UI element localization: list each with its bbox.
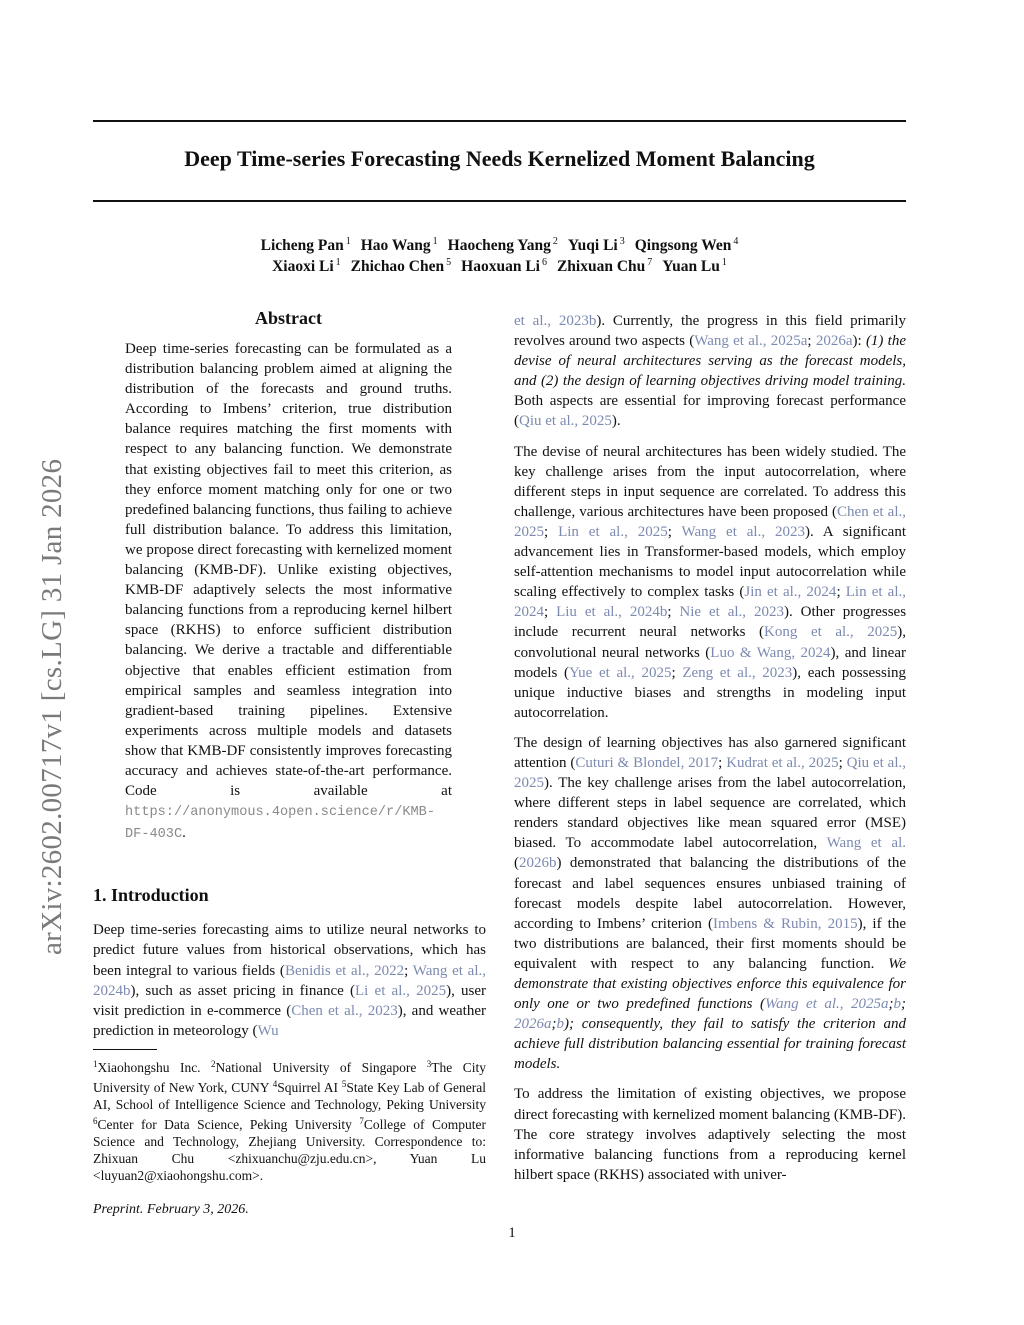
text-run xyxy=(667,604,679,620)
author xyxy=(557,258,652,275)
citation-link[interactable]: Wang et al., 2024b xyxy=(93,962,486,999)
page-number: 1 xyxy=(508,1225,516,1241)
citation-link[interactable] xyxy=(827,835,906,851)
author xyxy=(351,258,451,275)
abstract-text xyxy=(125,339,452,845)
author-name: Yuqi Li xyxy=(567,237,618,254)
authors-line-2 xyxy=(93,257,906,276)
abstract-end: . xyxy=(182,825,186,842)
run-text: We demonstrate that existing objectives enforce this equivalence for only one or two predefined functions ( xyxy=(514,955,906,1013)
affiliation-number: 4 xyxy=(272,1078,278,1089)
author-name: Haocheng Yang xyxy=(447,237,551,254)
affiliation-number: 7 xyxy=(359,1115,364,1126)
run-text: ), and linear models ( xyxy=(514,644,906,681)
author-affiliation-mark: 5 xyxy=(446,257,452,268)
title-rule-top xyxy=(93,120,906,122)
author-affiliation-mark: 1 xyxy=(721,257,727,268)
text-run xyxy=(718,755,726,771)
citation-link[interactable] xyxy=(557,1016,565,1032)
affiliation-text: Xiaohongshu Inc. xyxy=(97,1059,212,1075)
author-affiliation-mark: 1 xyxy=(335,257,341,268)
run-text: Both aspects are essential for improving forecast performance ( xyxy=(514,393,906,430)
run-text: To address the limitation of existing objectives, we propose direct forecasting with kernelized moment balancing (KMB-DF). The core strategy involves adaptively selecting the most informative balancing functions from a reproducing kernel hilbert space (RKHS) associated with univer- xyxy=(514,1086,906,1183)
citation-text[interactable]: Imbens & Rubin, 2015 xyxy=(713,915,858,932)
citation-text[interactable]: Cuturi & Blondel, 2017 xyxy=(575,754,719,771)
run-text: ), each possessing unique inductive biases and strengths in modeling input autocorrelation. xyxy=(514,664,906,721)
citation-link[interactable] xyxy=(569,665,671,681)
author-name: Yuan Lu xyxy=(662,258,720,275)
author-name: Licheng Pan xyxy=(260,237,344,254)
section-heading-introduction: 1. Introduction xyxy=(93,885,209,906)
run-text: ). Other progresses include recurrent neural networks ( xyxy=(514,604,907,641)
text-run xyxy=(612,413,621,429)
citation-text[interactable]: Luo & Wang, 2024 xyxy=(710,644,831,661)
right-column xyxy=(514,311,906,1185)
run-text: ). xyxy=(611,413,621,430)
affiliation-number: 5 xyxy=(341,1078,347,1089)
text-run xyxy=(544,524,558,540)
citation-link[interactable]: Chen et al., 2023 xyxy=(291,1002,398,1019)
text-run: ), user visit prediction in e-commerce ( xyxy=(93,982,487,1019)
correspondence: Correspondence to: Zhixuan Chu <zhixuanchu@zju.edu.cn>, Yuan Lu <luyuan2@xiaohongshu.com>. xyxy=(93,1133,487,1183)
text-run xyxy=(853,333,866,349)
citation-text[interactable]: Wang et al., 2025a xyxy=(694,333,808,350)
citation-text[interactable]: b xyxy=(893,996,901,1013)
author-name: Hao Wang xyxy=(360,237,431,254)
citation-text[interactable]: Jin et al., 2024 xyxy=(744,584,837,601)
run-text: ; xyxy=(667,604,680,621)
run-text: ; xyxy=(551,1016,557,1033)
arxiv-identifier: arXiv:2602.00717v1 [cs.LG] 31 Jan 2026 xyxy=(36,458,68,955)
affiliation-number: 1 xyxy=(93,1058,98,1069)
citation-link[interactable] xyxy=(682,665,792,681)
citation-text[interactable]: Lin et al., 2025 xyxy=(558,523,668,540)
citation-link[interactable] xyxy=(519,855,557,871)
citation-link[interactable] xyxy=(679,604,784,620)
author-affiliation-mark: 6 xyxy=(541,257,547,268)
citation-link[interactable] xyxy=(682,524,805,540)
affiliation-number: 2 xyxy=(211,1058,216,1069)
citation-text[interactable]: Qiu et al., 2025 xyxy=(514,754,906,792)
citation-link[interactable] xyxy=(558,524,668,540)
author xyxy=(272,258,341,275)
citation-text[interactable]: et al., 2023b xyxy=(514,313,597,329)
author-affiliation-mark: 1 xyxy=(345,236,351,247)
affiliation-text: State Key Lab of General AI, School of Intelligence Science and Technology, Peking University xyxy=(93,1079,486,1112)
citation-link[interactable] xyxy=(514,1016,552,1032)
author-affiliation-mark: 2 xyxy=(552,236,558,247)
text-run: ), such as asset pricing in finance ( xyxy=(130,982,356,999)
run-text: ). Currently, the progress in this field primarily revolves around two aspects ( xyxy=(514,313,906,350)
citation-text[interactable]: Nie et al., 2023 xyxy=(679,604,784,621)
run-text: ; xyxy=(888,996,894,1013)
text-run: ; xyxy=(404,962,413,979)
citation-text[interactable]: b xyxy=(556,1016,564,1033)
citation-link[interactable] xyxy=(894,996,902,1012)
citation-link[interactable]: Benidis et al., 2022 xyxy=(284,962,405,979)
text-run xyxy=(668,524,682,540)
run-text: ( xyxy=(514,855,519,872)
citation-link[interactable]: Li et al., 2025 xyxy=(355,982,447,999)
author xyxy=(361,237,438,254)
text-run xyxy=(807,333,815,349)
citation-text[interactable]: Chen et al., 2025 xyxy=(514,503,906,540)
run-text: ; xyxy=(671,664,683,681)
affiliation-text: The City University of New York, CUNY xyxy=(93,1059,486,1095)
citation-link[interactable] xyxy=(816,333,853,349)
citation-text[interactable]: Wang et al., 2025a xyxy=(764,996,889,1013)
right-paragraph-1 xyxy=(514,311,906,432)
citation-text[interactable]: Lin et al., 2024 xyxy=(514,584,907,621)
author xyxy=(568,237,625,254)
text-run xyxy=(671,665,682,681)
run-text: ; xyxy=(807,333,816,350)
citation-text[interactable]: Liu et al., 2024b xyxy=(556,604,668,621)
run-text: ; xyxy=(836,584,846,601)
intro-paragraph-1 xyxy=(93,920,486,1041)
run-text: ): xyxy=(852,333,866,350)
author xyxy=(261,237,351,254)
right-paragraph-4 xyxy=(514,1084,906,1184)
citation-text[interactable]: Kong et al., 2025 xyxy=(764,624,898,641)
author-name: Xiaoxi Li xyxy=(272,258,334,275)
run-text: ; xyxy=(901,996,906,1013)
run-text: (1) the devise of neural architectures serving as the forecast models, and (2) the design of learning objectives driving model training. xyxy=(514,333,906,390)
code-link[interactable]: https://anonymous.4open.science/r/KMB-DF-403C xyxy=(125,805,435,843)
text-run xyxy=(839,755,847,771)
run-text: ). The key challenge arises from the label autocorrelation, where different steps in label sequence are correlated, which renders standard objectives like mean squared error (MSE) biased. To accommodate label autocorrelation, xyxy=(514,775,906,852)
run-text: ; xyxy=(544,604,557,621)
run-text: ), convolutional neural networks ( xyxy=(514,624,907,661)
author-affiliation-mark: 4 xyxy=(733,236,739,247)
text-run xyxy=(544,604,556,620)
affiliation-text: Center for Data Science, Peking University xyxy=(97,1116,360,1132)
citation-link[interactable] xyxy=(744,584,836,600)
right-paragraph-3 xyxy=(514,733,906,1075)
affiliation-text: National University of Singapore xyxy=(215,1059,427,1075)
citation-link[interactable] xyxy=(710,645,830,661)
run-text: ). A significant advancement lies in Transformer-based models, which employ self-attention mechanisms to model input autocorrelation while scaling effectively to complex tasks ( xyxy=(514,523,907,601)
citation-text[interactable]: Wang et al., 2023 xyxy=(681,523,805,540)
affiliation-number: 6 xyxy=(93,1115,98,1126)
author-name: Zhichao Chen xyxy=(350,258,445,275)
citation-text[interactable]: Yue et al., 2025 xyxy=(569,664,672,681)
footnote-rule xyxy=(93,1049,157,1050)
author-name: Zhixuan Chu xyxy=(556,258,646,275)
citation-text[interactable]: Zeng et al., 2023 xyxy=(682,664,793,681)
author xyxy=(635,237,739,254)
author-affiliation-mark: 3 xyxy=(619,236,625,247)
author-name: Haoxuan Li xyxy=(461,258,540,275)
citation-text[interactable]: Kudrat et al., 2025 xyxy=(726,754,839,771)
run-text: ; xyxy=(718,754,727,771)
text-run xyxy=(514,1086,906,1182)
abstract-heading: Abstract xyxy=(255,308,322,328)
run-text: ); consequently, they fail to satisfy the criterion and achieve full distribution balancing essential for training forecast models. xyxy=(514,1016,906,1073)
citation-link[interactable] xyxy=(765,996,889,1012)
citation-link[interactable] xyxy=(514,313,596,329)
abstract-body: Deep time-series forecasting can be formulated as a distribution balancing problem aimed at aligning the distribution of the forecasts and ground truths. According to Imbens’ criterion, true distribution balance requires matching the first moments with respect to any balancing function. We demonstrate that existing objectives fail to meet this criterion, as they enforce moment matching only for one or two predefined balancing functions, thus failing to achieve full distribution balance. To address this limitation, we propose direct forecasting with kernelized moment balancing (KMB-DF). Unlike existing objectives, KMB-DF adaptively selects the most informative balancing functions from a reproducing kernel hilbert space (RKHS) to enforce sufficient distribution balancing. We derive a tractable and differentiable objective that enables efficient estimation from empirical samples and seamless integration into gradient-based training pipelines. Extensive experiments across multiple models and datasets show that KMB-DF consistently improves forecasting accuracy and achieves state-of-the-art performance. Code is available at xyxy=(125,341,452,800)
citation-text[interactable]: Qiu et al., 2025 xyxy=(519,413,612,430)
citation-link[interactable] xyxy=(575,755,718,771)
run-text: The design of learning objectives has also garnered significant attention ( xyxy=(514,734,906,771)
author-affiliation-mark: 7 xyxy=(647,257,653,268)
run-text: ; xyxy=(544,523,559,540)
citation-link[interactable] xyxy=(713,916,858,932)
affiliation-number: 3 xyxy=(426,1058,432,1069)
text-run: Deep time-series forecasting aims to utilize neural networks to predict future values from historical observations, which has been integral to various fields ( xyxy=(93,922,486,979)
title-rule-bottom xyxy=(93,200,906,202)
run-text: ; xyxy=(838,754,847,771)
right-paragraph-2 xyxy=(514,442,906,723)
affiliations-footnote xyxy=(93,1056,486,1184)
left-column xyxy=(93,308,486,1218)
citation-link[interactable] xyxy=(694,333,807,349)
citation-link[interactable]: Wu xyxy=(257,1022,279,1039)
citation-link[interactable] xyxy=(556,604,667,620)
author xyxy=(461,258,547,275)
citation-link[interactable] xyxy=(726,755,838,771)
author xyxy=(662,258,727,275)
abstract xyxy=(125,308,452,845)
author-name: Qingsong Wen xyxy=(634,237,732,254)
authors-line-1 xyxy=(93,236,906,255)
author xyxy=(448,237,558,254)
citation-link[interactable] xyxy=(764,624,897,640)
citation-text[interactable]: 2026b xyxy=(519,855,557,872)
run-text: ) demonstrated that balancing the distributions of the forecast and label sequences ensures unbiased training of forecast models despite label autocorrelation. However, according to Imbens’ criterion ( xyxy=(514,855,906,932)
run-text: The devise of neural architectures has been widely studied. The key challenge arises from the input autocorrelation, where different steps in input sequence are correlated. To address this challenge, various architectures have been proposed ( xyxy=(514,443,906,520)
run-text: ), if the two distributions are balanced, their first moments should be equivalent with respect to any balancing function. xyxy=(514,915,907,972)
text-run: ), and weather prediction in meteorology ( xyxy=(93,1002,486,1039)
paper-title: Deep Time-series Forecasting Needs Kernelized Moment Balancing xyxy=(184,146,815,171)
citation-link[interactable] xyxy=(519,413,612,429)
text-run xyxy=(836,584,845,600)
text-run xyxy=(901,996,906,1012)
author-affiliation-mark: 1 xyxy=(432,236,438,247)
citation-text[interactable]: 2026a xyxy=(815,333,853,350)
affiliation-text: Squirrel AI xyxy=(277,1079,342,1095)
citation-text[interactable]: Wang et al. xyxy=(826,835,906,852)
affiliation-text: College of Computer Science and Technology, Zhejiang University. xyxy=(93,1116,486,1149)
citation-text[interactable]: 2026a xyxy=(514,1016,552,1033)
preprint-date: Preprint. February 3, 2026. xyxy=(93,1201,249,1217)
run-text: ; xyxy=(667,523,682,540)
text-run xyxy=(514,1016,906,1072)
